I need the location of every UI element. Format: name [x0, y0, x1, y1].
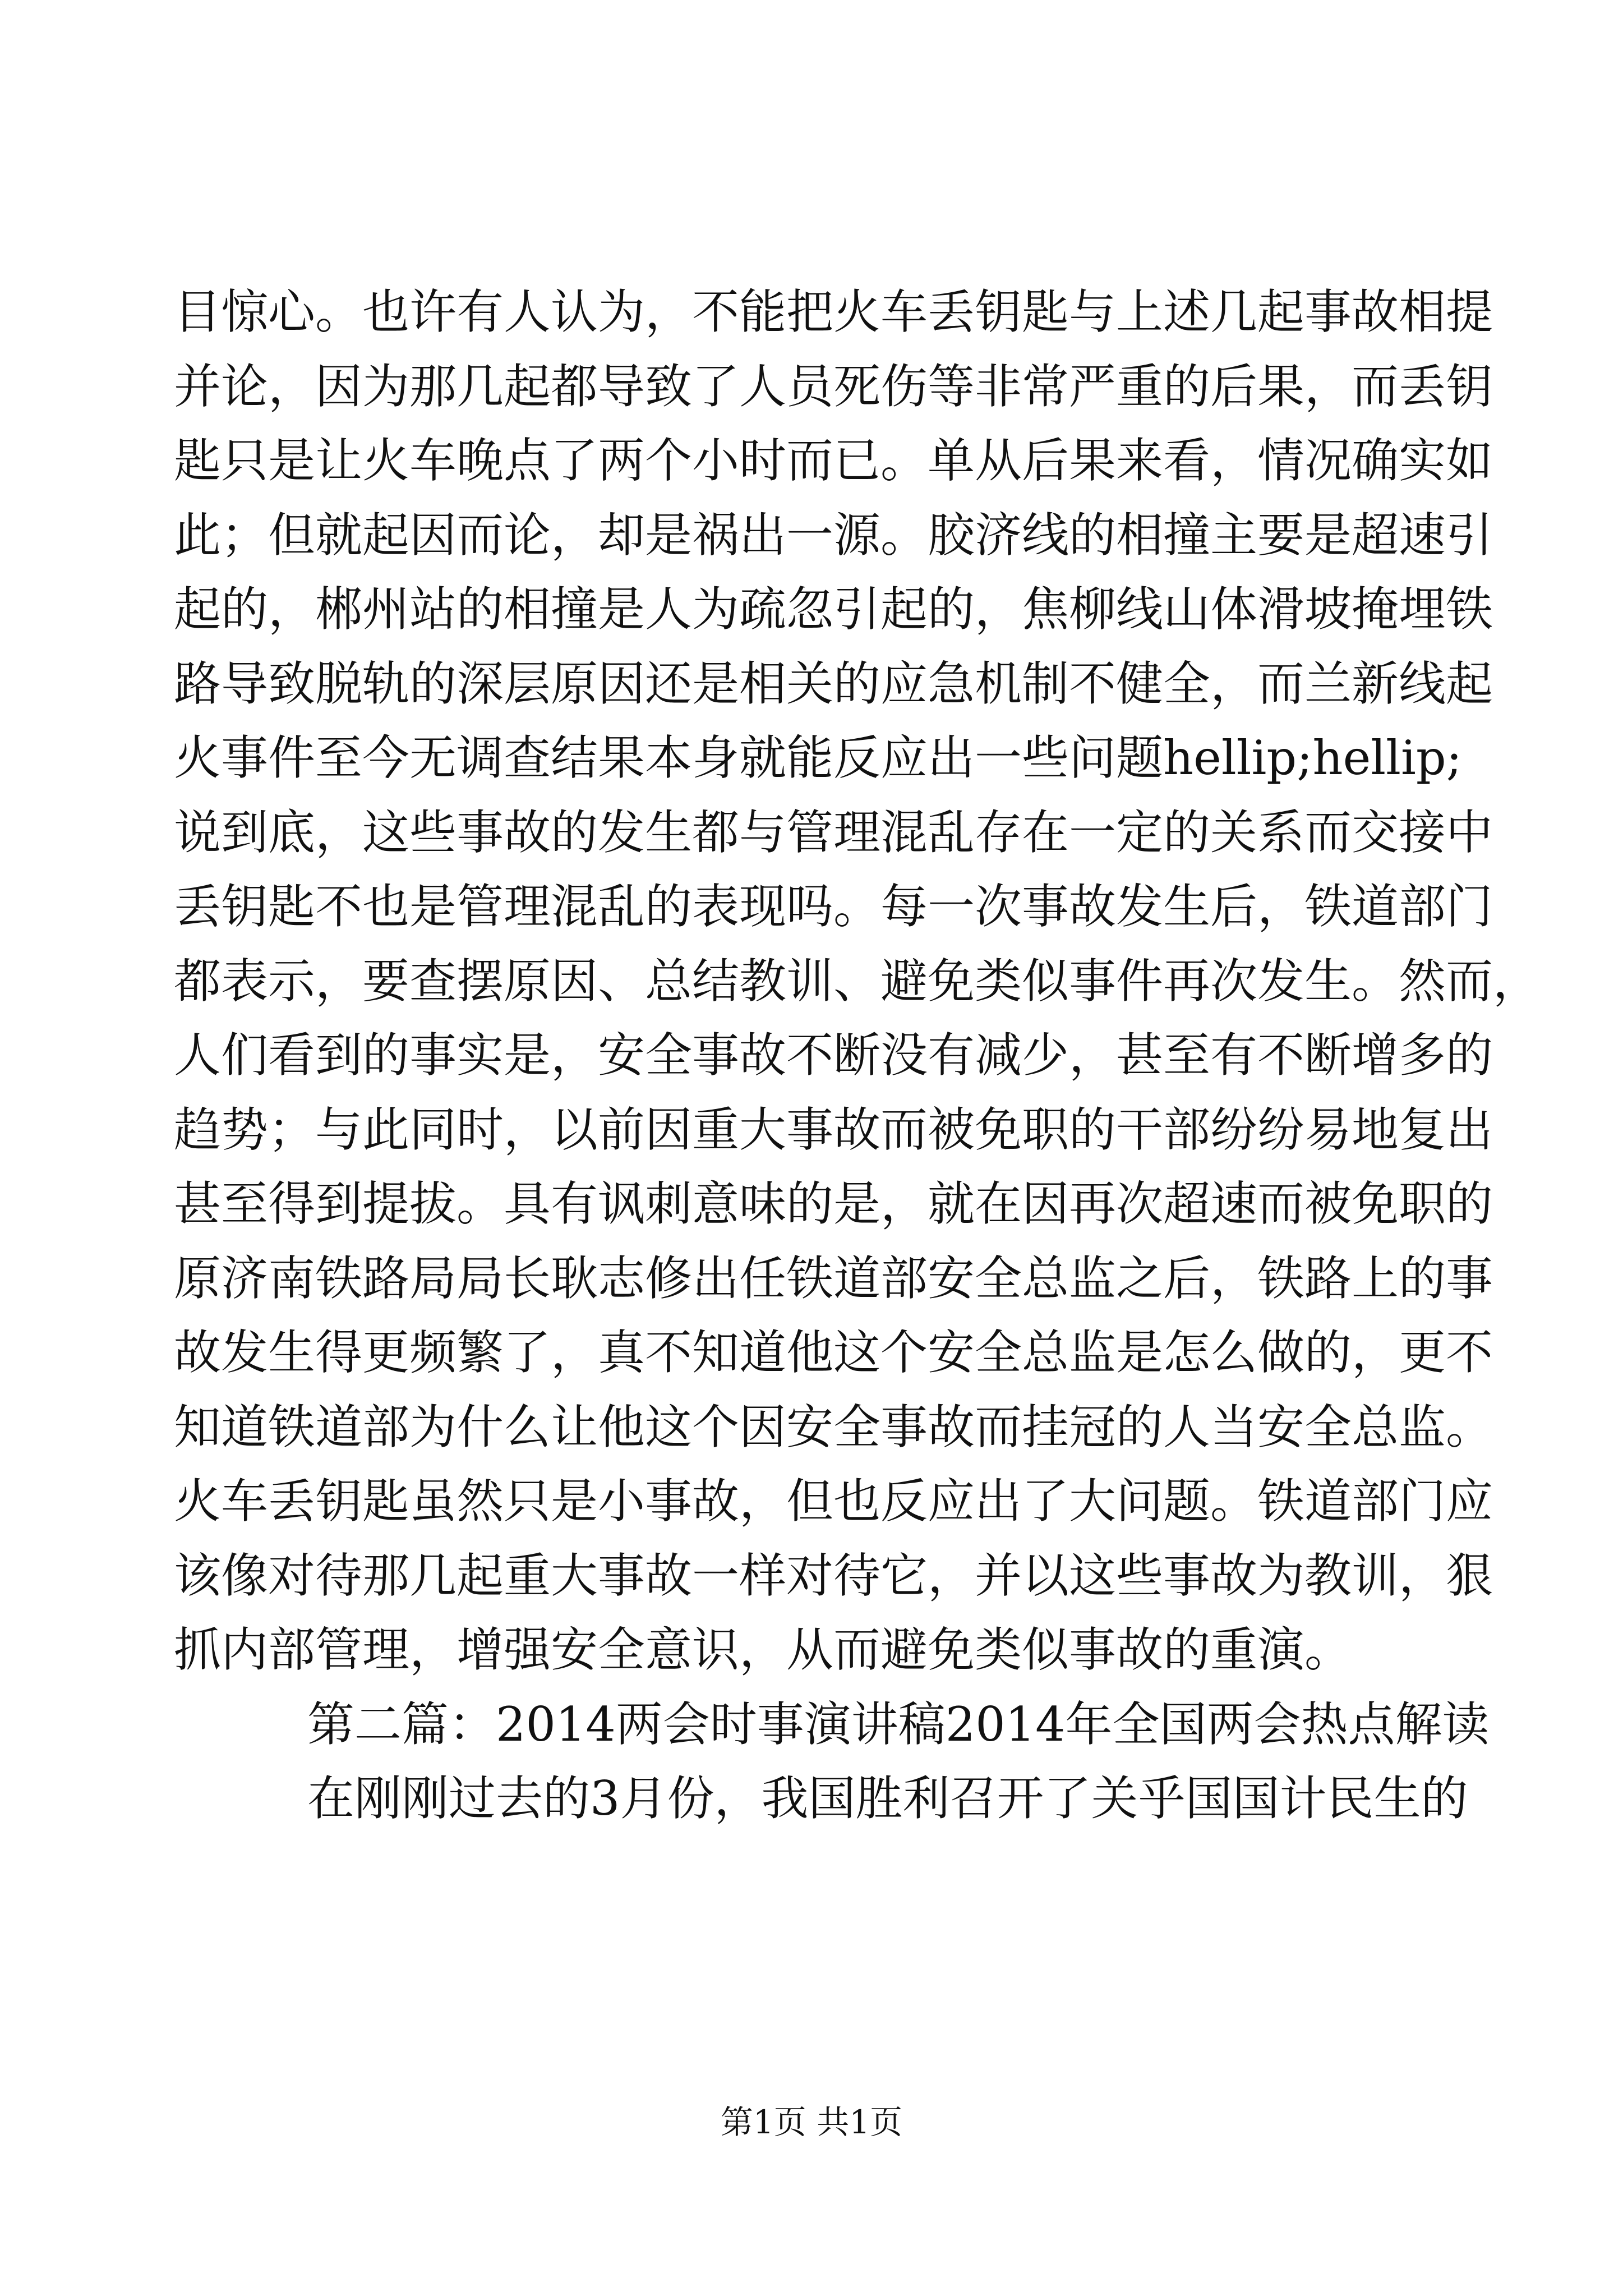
- text-line: 丢钥匙不也是管理混乱的表现吗。每一次事故发生后，铁道部门: [174, 879, 1493, 934]
- text-line: 匙只是让火车晚点了两个小时而已。单从后果来看，情况确实如: [174, 433, 1493, 488]
- text-line: 起的，郴州站的相撞是人为疏忽引起的，焦柳线山体滑坡掩埋铁: [174, 582, 1493, 637]
- text-line: 说到底，这些事故的发生都与管理混乱存在一定的关系而交接中: [174, 804, 1493, 860]
- text-line: 原济南铁路局局长耿志修出任铁道部安全总监之后，铁路上的事: [174, 1250, 1493, 1306]
- section-first-line: 在刚刚过去的3月份，我国胜利召开了关乎国国计民生的: [307, 1771, 1468, 1826]
- document-body: [174, 275, 1541, 1836]
- text-line: 趋势；与此同时，以前因重大事故而被免职的干部纷纷易地复出: [174, 1102, 1493, 1157]
- text-line: 目惊心。也许有人认为，不能把火车丢钥匙与上述几起事故相提: [174, 284, 1493, 339]
- page-footer: 第1页 共1页: [720, 2103, 903, 2141]
- text-line: 都表示，要查摆原因、总结教训、避免类似事件再次发生。然而，: [174, 953, 1541, 1009]
- text-line: 该像对待那几起重大事故一样对待它，并以这些事故为教训，狠: [174, 1548, 1493, 1603]
- text-line: 抓内部管理，增强安全意识，从而避免类似事故的重演。: [174, 1622, 1352, 1677]
- text-line: 火车丢钥匙虽然只是小事故，但也反应出了大问题。铁道部门应: [174, 1474, 1493, 1529]
- text-line: 故发生得更频繁了，真不知道他这个安全总监是怎么做的，更不: [174, 1325, 1493, 1380]
- section-heading: 第二篇：2014两会时事演讲稿2014年全国两会热点解读: [307, 1696, 1490, 1752]
- text-line: 人们看到的事实是，安全事故不断没有减少，甚至有不断增多的: [174, 1028, 1493, 1083]
- text-line: 此；但就起因而论，却是祸出一源。胶济线的相撞主要是超速引: [174, 507, 1493, 563]
- text-line: 并论，因为那几起都导致了人员死伤等非常严重的后果，而丢钥: [174, 358, 1493, 414]
- text-line: 火事件至今无调查结果本身就能反应出一些问题hellip;hellip;: [174, 730, 1462, 785]
- text-line: 知道铁道部为什么让他这个因安全事故而挂冠的人当安全总监。: [174, 1399, 1493, 1455]
- text-line: 甚至得到提拔。具有讽刺意味的是，就在因再次超速而被免职的: [174, 1176, 1493, 1231]
- text-line: 路导致脱轨的深层原因还是相关的应急机制不健全，而兰新线起: [174, 656, 1493, 711]
